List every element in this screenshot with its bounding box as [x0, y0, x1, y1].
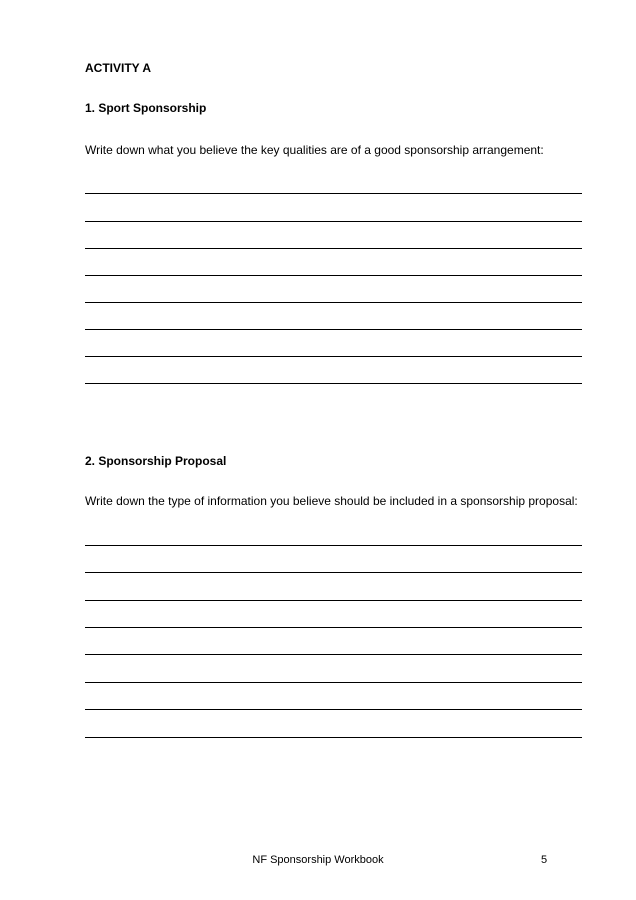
answer-line[interactable] [85, 572, 582, 573]
answer-line[interactable] [85, 329, 582, 330]
answer-line[interactable] [85, 302, 582, 303]
answer-line[interactable] [85, 545, 582, 546]
answer-line[interactable] [85, 275, 582, 276]
answer-line[interactable] [85, 654, 582, 655]
answer-line[interactable] [85, 627, 582, 628]
section-2-prompt: Write down the type of information you believe should be included in a sponsorship proposal: [85, 494, 578, 508]
section-2-heading: 2. Sponsorship Proposal [85, 454, 227, 468]
activity-title: ACTIVITY A [85, 61, 152, 75]
answer-line[interactable] [85, 682, 582, 683]
answer-line[interactable] [85, 356, 582, 357]
answer-line[interactable] [85, 193, 582, 194]
footer-title: NF Sponsorship Workbook [252, 854, 384, 866]
answer-line[interactable] [85, 709, 582, 710]
answer-line[interactable] [85, 248, 582, 249]
answer-line[interactable] [85, 600, 582, 601]
section-1-prompt: Write down what you believe the key qualities are of a good sponsorship arrangement: [85, 143, 544, 157]
answer-line[interactable] [85, 221, 582, 222]
section-1-heading: 1. Sport Sponsorship [85, 101, 207, 115]
page-number: 5 [541, 854, 548, 866]
answer-line[interactable] [85, 737, 582, 738]
answer-line[interactable] [85, 383, 582, 384]
